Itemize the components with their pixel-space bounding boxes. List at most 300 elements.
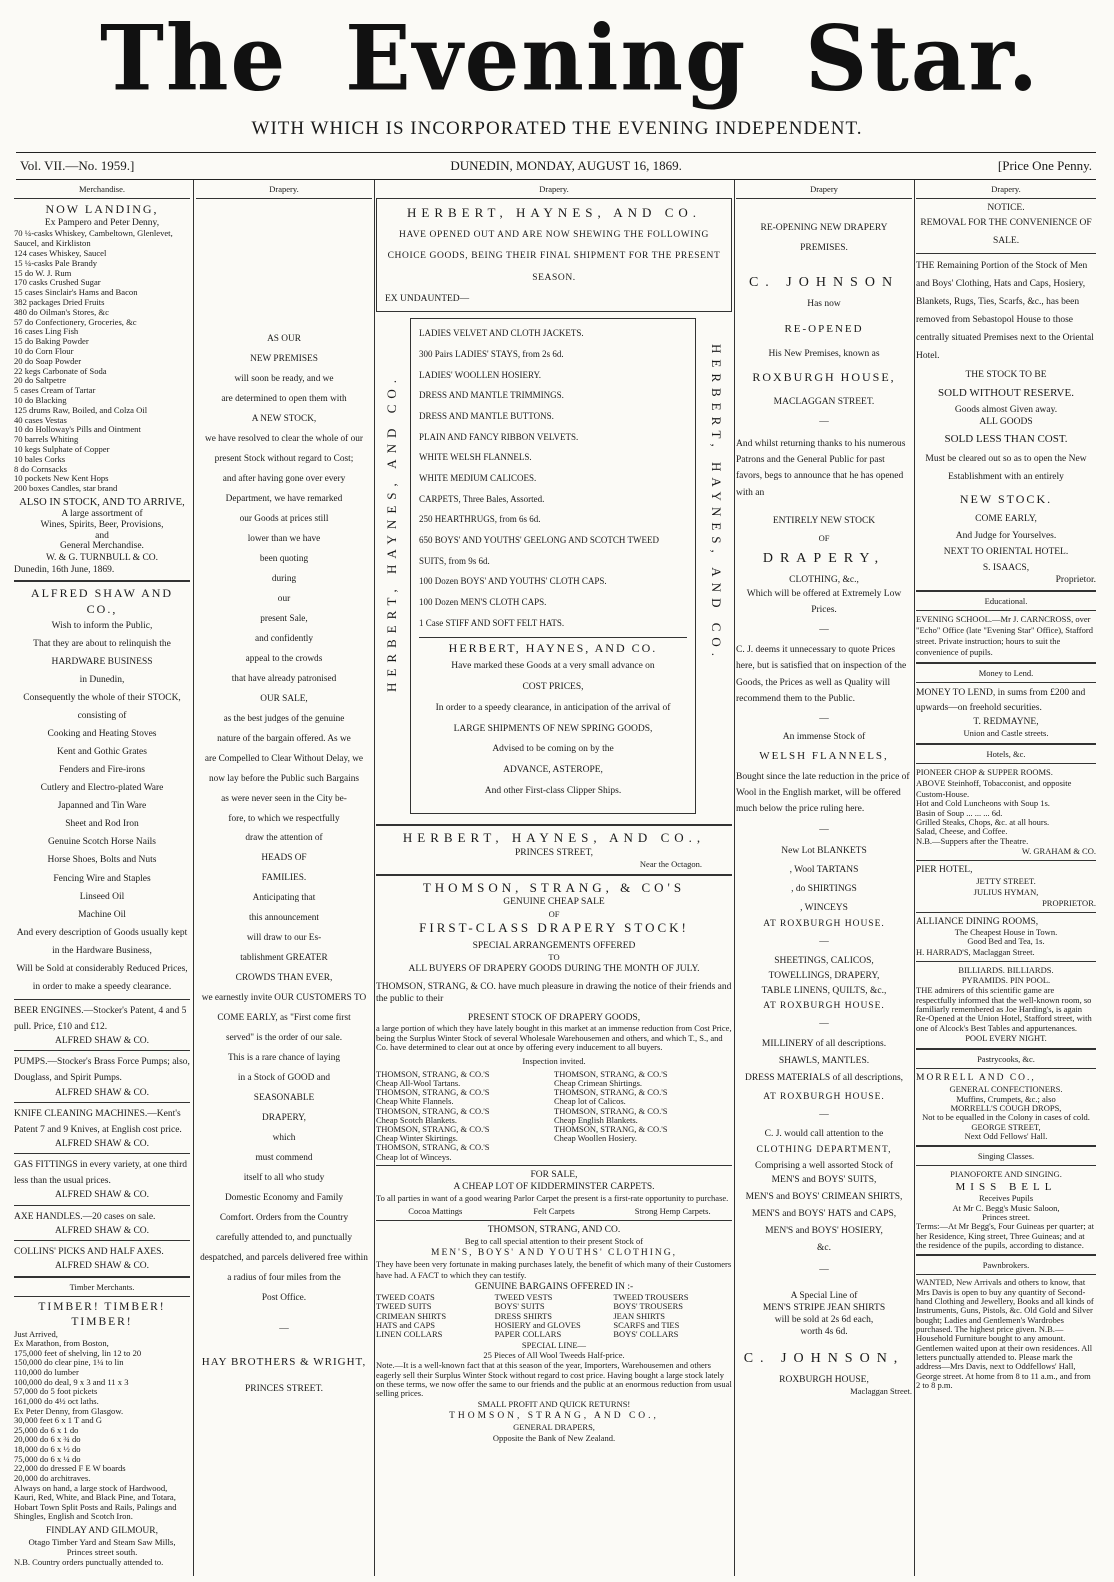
ad-title: WELSH FLANNELS, [759,750,889,763]
list-item: we have resolved to clear the whole of our [205,433,363,444]
ad-text: Inspection invited. [522,1056,586,1067]
ad-paragraph: EVENING SCHOOL.—Mr J. CARNCROSS, over "Echo" Office (late "Evening Star" Office), Stafford street. Private instruction; hours to suit the convenience of pupils. [916,614,1093,657]
list-item: Fencing Wire and Staples [53,873,151,884]
dateline [16,152,1096,180]
list-item: 10 kegs Sulphate of Copper [14,443,110,454]
ad-text: REMOVAL FOR THE CONVENIENCE OF SALE. [920,218,1092,247]
list-item: a radius of four miles from the [227,1273,341,1284]
list-item: in Dunedin, [79,675,125,686]
ad-subtitle: FIRST-CLASS DRAPERY STOCK! [419,919,689,935]
list-item: MEN'S and BOYS' SUITS, [771,1175,877,1186]
list-item: despatched, and parcels delivered free within [200,1253,368,1264]
list-item: Basin of Soup ... ... ... 6d. [916,807,1003,818]
list-item: present Stock without regard to Cost; [214,453,354,464]
list-item: , WINCEYS [800,902,848,913]
list-item: &c. [817,1243,831,1254]
list-item: CARPETS, Three Bales, Assorted. [419,493,545,504]
table-cell: HATS and CAPS [376,1319,436,1330]
list-item: Always on hand, a large stock of Hardwood, Kauri, Red, White, and Black Pine, and Totara, Hobart Town Split Posts and Rails, Palings and Shingles, English and Scotch Iron. [14,1482,177,1522]
ad-text: An immense Stock of [782,731,866,742]
column-misc [916,182,1096,1576]
ad-note: Note.—It is a well-known fact that at this season of the year, Importers, Warehousemen and others eagerly sell their Surplus Winter Stock without regard to cost price. Having bought a large stock lately on these terms, we now offer the same to our friends and the public at an enormous reduction from usual selling prices. [376,1360,732,1399]
list-item: that have already patronised [231,673,337,684]
list-item: Cooking and Heating Stoves [47,729,157,740]
section-heading: Drapery [810,184,838,194]
hh-inner [376,314,732,820]
list-item: COME EARLY, as "First come first [217,1013,351,1024]
list-item: Cheap Crimean Shirtings. [554,1078,643,1089]
landing-list [14,229,190,494]
ad-text: OF [818,532,830,543]
ad-text: BEER ENGINES.—Stocker's Patent, 4 and 5 pull. Price, £10 and £12. [14,1005,187,1032]
list-item: DRESS MATERIALS of all descriptions, [744,1073,904,1084]
list-item: And other First-class Clipper Ships. [484,786,622,797]
list-item: DRESS AND MANTLE TRIMMINGS. [419,390,564,401]
list-item: appeal to the crowds [245,653,323,664]
list-item: in a Stock of GOOD and [237,1073,331,1084]
ad-address: ROXBURGH HOUSE, [779,1375,869,1386]
mens-list [736,1172,912,1257]
advertiser: ALFRED SHAW & CO. [54,1036,150,1047]
list-item: Cheap Scotch Blankets. [376,1114,457,1125]
list-item: COST PRICES, [522,681,584,692]
ad-text: MEN'S STRIPE JEAN SHIRTS [762,1302,886,1313]
ad-text: NEXT TO ORIENTAL HOTEL. [943,546,1069,557]
table-row [376,1330,732,1339]
ad-text: PROPRIETOR. [1042,897,1096,908]
advertiser: W. & G. TURNBULL & CO. [45,552,159,563]
list-item: THOMSON, STRANG, & CO.'S [376,1142,490,1153]
ad-text: COME EARLY, [975,514,1037,525]
advertiser: C. JOHNSON, [743,1351,905,1367]
list-item: 100 Dozen MEN'S CLOTH CAPS. [419,597,547,608]
ad-text: PRESENT STOCK OF DRAPERY GOODS, [467,1012,641,1023]
list-item: SHEETINGS, CALICOS, [774,956,874,967]
ad-subtitle: GENUINE CHEAP SALE [503,897,605,908]
ad-title: ALFRED SHAW AND CO., [30,586,174,616]
list-item: 15 cases Sinclair's Hams and Bacon [14,287,138,298]
ad-title: MISS BELL [955,1181,1057,1194]
section-heading: Drapery. [991,184,1021,194]
hh-items-box [410,318,696,814]
list-item: and confidently [254,633,314,644]
list-item: 75,000 do 6 x ¼ do [14,1453,81,1464]
column-merchandise [14,182,190,1576]
table-cell: TWEED TROUSERS [613,1291,689,1302]
list-item: our Goods at prices still [239,513,329,524]
list-item: At Mr C. Begg's Music Saloon, [952,1202,1060,1213]
ad-paragraph: Terms:—At Mr Begg's, Four Guineas per quarter; at her Residence, King street, Three Guineas; and at the residence of the pupils, according to distance. [916,1221,1094,1251]
list-item: Have marked these Goods at a very small advance on [451,660,655,671]
list-item: Cheap All-Wool Tartans. [376,1078,461,1089]
list-item: , do SHIRTINGS [791,883,857,894]
morrell-list [916,1095,1096,1142]
list-item: Cheap lot of Winceys. [376,1151,452,1162]
table-cell: BOYS' TROUSERS [613,1301,683,1312]
ad-paragraph: Bought since the late reduction in the price of Wool in the English market, will be offered much below the price ruling here. [736,772,910,815]
table-cell: DRESS SHIRTS [494,1310,553,1321]
list-item: SEASONABLE [253,1093,315,1104]
list-item: 100,000 do deal, 9 x 3 and 11 x 3 [14,1376,129,1387]
column-rule [734,180,735,1576]
list-item: 5 cases Cream of Tartar [14,385,96,396]
ad-title: TIMBER! TIMBER! TIMBER! [38,1301,166,1328]
ad-address: MACLAGGAN STREET. [773,396,875,407]
ad-text: CLOTHING, &c., [789,574,859,585]
ad-intro: HAVE OPENED OUT AND ARE NOW SHEWING THE FOLLOWING CHOICE GOODS, BEING THEIR FINAL SHIPMENT FOR THE PRESENT SEASON. [387,229,721,284]
list-item: 70 ¼-casks Whiskey, Cambeltown, Glenlevet, Saucel, and Kirkliston [14,228,173,249]
list-item: 200 boxes Candles, star brand [14,483,118,494]
ad-title: NOTICE. [987,202,1025,213]
list-item: OUR SALE, [260,693,308,704]
ad-paragraph: To all parties in want of a good wearing Parlor Carpet the present is a first-rate opportunity to purchase. [376,1192,729,1203]
list-item: Linseed Oil [79,891,125,902]
list-item: 10 pockets New Kent Hops [14,473,109,484]
list-item: during [271,573,297,584]
ad-paragraph: They have been very fortunate in making purchases lately, the benefit of which many of their Customers have had. A FACT to which they can testify. [376,1258,732,1280]
ad-text: ALL BUYERS OF DRAPERY GOODS DURING THE MONTH OF JULY. [408,964,700,975]
list-item: FAMILIES. [261,873,307,884]
list-item: A large assortment of [61,509,143,520]
volume-number: Vol. VII.—No. 1959.] [20,158,135,173]
list-item: 175,000 feet of shelving, lin 12 to 20 [14,1347,142,1358]
sheetings-list [736,954,912,1000]
timber-list [14,1330,190,1523]
list-item: That they are about to relinquish the [33,638,171,649]
ad-text: 25 Pieces of All Wool Tweeds Half-price. [483,1350,625,1361]
advertiser: H. HARRAD'S, Maclaggan Street. [916,946,1035,957]
list-item: And every description of Goods usually kept in the Hardware Business, [16,927,188,956]
vertical-sign-right: HERBERT, HAYNES, AND CO. [709,344,724,663]
list-item: 18,000 do 6 x ½ do [14,1444,81,1455]
ts-bargain-grid [376,1293,732,1340]
ad-address-note: Near the Octagon. [639,858,702,869]
ad-address: PRINCES STREET. [245,1384,323,1395]
advertiser: W. GRAHAM & CO. [1021,846,1096,857]
ad-text: MEN'S, BOYS' AND YOUTHS' CLOTHING, [431,1247,677,1258]
column-drapery-johnson: Drapery RE-OPENING NEW DRAPERY PREMISES. C. JOHNSON Has now RE-OPENED His New Premises, known as ROXBURGH HOUSE, MACLAGGAN STREET. — And whilst returning thanks to his numerous Patrons and the General Public for past favors, begs to announce that he has opened with an ENTIRELY NEW STOCK OF DRAPERY, CLOTHING, &c., Which will be offered at Extremely Low Prices. — C. J. deems it unnecessary to quote Prices here, but is satisfied that on inspection of the Goods, the Prices as well as Quality will recommend them to the Public. — An immense Stock of WELSH FLANNELS, Bought since the late reduction in the price of Wool in the English market, will be offered much below the price ruling here. — New Lot BLANKETS , Wool TARTANS , do SHIRTINGS , WINCEYS AT ROXBURGH HOUSE. — SHEETINGS, CALICOS, TOWELLINGS, DRAPERY, TABLE LINENS, QUILTS, &c., AT ROXBURGH HOUSE. — MILLINERY of all descriptions. SHAWLS, MANTLES. DRESS MATERIALS of all descriptions, AT ROXBURGH HOUSE. — C. J. would call attention to the CLOTHING DEPARTMENT, Comprising a well assorted Stock of MEN'S and BOYS' SUITS, MEN'S and BOYS' CRIMEAN SHIRTS, MEN'S and BOYS' HATS and CAPS, MEN'S and BOYS' HOSIERY, &c. — A Special Line of MEN'S STRIPE JEAN SHIRTS will be sold at 2s 6d each, worth 4s 6d. C. JOHNSON, ROXBURGH HOUSE, Maclaggan Street. [736,184,912,1397]
list-item: Cheap English Blankets. [554,1114,638,1125]
ad-text: His New Premises, known as [768,349,880,360]
list-item: 20 do Soap Powder [14,355,82,366]
ad-title: HERBERT, HAYNES, AND CO., [402,830,706,846]
list-item: our [277,593,291,604]
title-word-1: The [100,4,288,112]
ad-text: worth 4s 6d. [800,1327,848,1338]
list-item: Princes street. [982,1212,1030,1222]
list-item: NEW PREMISES [250,353,318,364]
ad-text: Must be cleared out so as to open the New Establishment with an entirely [925,454,1087,483]
ad-address: Maclaggan Street. [850,1386,912,1397]
carpet-type: Strong Hemp Carpets. [634,1205,711,1216]
advertiser: JULIUS HYMAN, [973,887,1039,898]
ad-address: Union and Castle streets. [963,728,1049,739]
list-item: LADIES VELVET AND CLOTH JACKETS. [419,328,584,339]
list-item: , Wool TARTANS [789,864,859,875]
list-item: SHAWLS, MANTLES. [778,1056,870,1067]
list-item: 57 do Confectionery, Groceries, &c [14,316,137,327]
title-word-2: Evening [345,4,748,112]
ad-text: PREMISES. [800,243,848,254]
list-item: THOMSON, STRANG, & CO.'S [554,1087,668,1098]
list-item: Cheap Winter Skirtings. [376,1133,458,1144]
list-item: 16 cases Ling Fish [14,326,79,337]
list-item: 150,000 do clear pine, 1¼ to lin [14,1357,124,1368]
list-item: Wines, Spirits, Beer, Provisions, [40,519,164,530]
ad-address: Opposite the Bank of New Zealand. [492,1432,616,1443]
section-heading: Merchandise. [78,184,126,194]
list-item: 10 do Blacking [14,394,67,405]
list-item: 15 do Baking Powder [14,336,89,347]
ad-address: JETTY STREET. [976,876,1036,887]
ad-title: C. JOHNSON [748,275,900,291]
list-item: Otago Timber Yard and Steam Saw Mills, [28,1537,176,1548]
list-item: 110,000 do lumber [14,1367,79,1378]
ad-text: TO [548,952,560,963]
section-heading: Pastrycooks, &c. [977,1053,1035,1064]
ad-title: BILLIARDS. BILLIARDS. [958,964,1054,975]
millinery-list [736,1036,912,1087]
ad-text: AT ROXBURGH HOUSE. [763,918,885,929]
list-item: 170 casks Crushed Sugar [14,277,101,288]
list-item: this announcement [249,913,319,924]
ad-title: HERBERT, HAYNES, AND CO. [406,204,701,220]
ad-text: FOR SALE, [530,1169,578,1180]
ad-text: SMALL PROFIT AND QUICK RETURNS! [477,1398,631,1409]
ad-text: PUMPS.—Stocker's Brass Force Pumps; also, Douglass, and Spirit Pumps. [14,1057,190,1084]
list-item: Muffins, Crumpets, &c.; also [956,1093,1056,1104]
list-item: ADVANCE, ASTEROPE, [503,765,603,776]
ad-text: GENUINE BARGAINS OFFERED IN :- [474,1281,634,1292]
advertiser: HAY BROTHERS & WRIGHT, [201,1356,367,1369]
list-item: MILLINERY of all descriptions. [761,1038,887,1049]
ts-right-list [554,1070,732,1162]
list-item: This is a rare chance of laying [227,1053,341,1064]
advertiser: T. REDMAYNE, [973,716,1039,727]
ad-date: Dunedin, 16th June, 1869. [14,565,115,575]
list-item: Sheet and Rod Iron [65,819,139,830]
list-item: MEN'S and BOYS' HOSIERY, [765,1226,883,1237]
list-item: Good Bed and Tea, 1s. [967,936,1045,947]
ad-text: Comprising a well assorted Stock of [755,1160,893,1171]
ad-title: DRAPERY, [762,550,886,566]
ad-title: NEW STOCK. [959,492,1053,507]
list-item: General Merchandise. [60,541,144,552]
list-item: THOMSON, STRANG, & CO.'S [554,1105,668,1116]
ad-title: PIER HOTEL, [916,865,973,876]
list-item: THOMSON, STRANG, & CO.'S [376,1105,490,1116]
advertiser: ALFRED SHAW & CO. [54,1190,150,1201]
pioneer-list [916,799,1096,846]
ad-title: HERBERT, HAYNES, AND CO. [448,640,658,655]
ad-paragraph: THE admirers of this scientific game are respectfully informed that the well-known room, so familiarly remembered as Joe Harding's, is again Re-Opened at the Union Hotel, Stafford street, with one of Alcock's Best Tables and appurtenances. [916,985,1092,1033]
section-heading: Pawnbrokers. [982,1260,1030,1271]
list-item: Ex Marathon, from Boston, [14,1338,109,1349]
list-item: Anticipating that [252,893,316,904]
ad-paragraph: WANTED, New Arrivals and others to know, that Mrs Davis is open to buy any quantity of Second-hand Clothing and Jewellery, Books and all kinds of Instruments, Guns, Pistols, &c. Old Gold and Silver bought; Ladies and Gentlemen's Wardrobes purchased. The highest price given. N.B.—Household Furniture bought to any amount. Gentlemen waited upon at their own residences. All letters punctually attended to. Please mark the address—Mrs Davis, next to Oddfellows' Hall, George street. At home from 8 to 11 a.m., and from 2 to 8 p.m. [916,1277,1094,1391]
ad-text: C. J. would call attention to the [764,1128,884,1139]
masthead-subtitle: WITH WHICH IS INCORPORATED THE EVENING INDEPENDENT. [251,118,863,139]
table-cell: SCARFS and TIES [613,1319,680,1330]
list-item: PLAIN AND FANCY RIBBON VELVETS. [419,431,579,442]
list-item: Cheap Woollen Hosiery. [554,1133,637,1144]
list-item: 124 cases Whiskey, Saucel [14,247,107,258]
findlay-address [14,1537,190,1557]
ad-text: ALL GOODS [979,416,1033,427]
list-item: carefully attended to, and punctually [215,1233,353,1244]
list-item: TABLE LINENS, QUILTS, &c., [761,986,887,997]
hh-lines [419,656,687,802]
column-rule [193,180,194,1576]
list-item: are Compelled to Clear Without Delay, we [204,753,364,764]
list-item: In order to a speedy clearance, in anticipation of the arrival of [435,702,671,713]
list-item: and after having gone over every [222,473,346,484]
ad-text: SPECIAL ARRANGEMENTS OFFERED [472,941,636,952]
ad-text: Beg to call special attention to their present Stock of [464,1235,644,1246]
list-item: which [272,1133,296,1144]
column-rule [374,180,375,1576]
ad-title: THOMSON, STRANG, & CO'S [422,879,686,895]
list-item: DRAPERY, [261,1113,306,1124]
list-item: Not to be equalled in the Colony in cases of cold. [922,1112,1090,1123]
hay-brothers-ad [196,330,372,1309]
table-cell: JEAN SHIRTS [613,1310,666,1321]
ad-text: GAS FITTINGS in every variety, at one third less than the usual prices. [14,1160,187,1187]
list-item: 650 BOYS' AND YOUTHS' GEELONG AND SCOTCH TWEED SUITS, from 9s 6d. [419,535,659,566]
ts-left-list [376,1070,554,1162]
list-item: now lay before the Public such Bargains [208,773,360,784]
ad-text: Goods almost Given away. [954,404,1058,415]
ad-text: Has now [807,299,841,310]
list-item: consisting of [77,711,127,722]
list-item: 20,000 do 6 x ¾ do [14,1434,81,1445]
list-item: tablishment GREATER [240,953,328,964]
list-item: Receives Pupils [978,1193,1034,1204]
list-item: 250 HEARTHRUGS, from 6s 6d. [419,514,541,525]
list-item: Cutlery and Electro-plated Ware [40,783,164,794]
hh-items [419,323,687,633]
list-item: 40 cases Vestas [14,414,67,425]
alliance-list [916,928,1096,947]
list-item: 382 packages Dried Fruits [14,296,105,307]
ad-text: POOL EVERY NIGHT. [965,1032,1047,1043]
advertiser: ALFRED SHAW & CO. [54,1261,150,1272]
advertiser: S. ISAACS, [982,562,1030,573]
ad-text: And Judge for Yourselves. [955,530,1057,541]
newspaper-title [100,4,1040,112]
table-cell: BOYS' SUITS [494,1301,545,1312]
ad-title: PYRAMIDS. PIN POOL. [961,975,1051,986]
ad-text: A Special Line of [790,1290,858,1301]
ad-title: THOMSON, STRANG, AND CO. [487,1224,621,1235]
list-item: Kent and Gothic Grates [57,747,147,758]
list-item: N.B.—Suppers after the Theatre. [916,835,1029,846]
list-item: present Sale, [260,613,308,624]
ad-title: PIANOFORTE AND SINGING. [950,1169,1062,1180]
column-rule [914,180,915,1576]
list-item: 1 Case STIFF AND SOFT FELT HATS. [419,617,565,628]
list-item: Fenders and Fire-irons [58,765,145,776]
list-item: MORRELL'S COUGH DROPS, [950,1103,1062,1114]
masthead [0,0,1114,150]
column-drapery-hay: Drapery. AS OUR NEW PREMISES will soon be ready, and we are determined to open them with A NEW STOCK, we have resolved to clear the whole of our present Stock without regard to Cost; and after having gone over every Department, we have remarked our Goods at prices still lower than we have been quoting during our present Sale, and confidently appeal to the crowds that have already patronised OUR SALE, as the best judges of the genuine nature of the bargain offered. As we are Compelled to Clear Without Delay, we now lay before the Public such Bargains as were never seen in the City be- fore, to which we respectfully draw the attention of HEADS OF FAMILIES. Anticipating that this announcement will draw to our Es- tablishment GREATER CROWDS THAN EVER, we earnestly invite OUR CUSTOMERS TO COME EARLY, as "First come first served" is the order of our sale. This is a rare chance of laying in a Stock of GOOD and SEASONABLE DRAPERY, which must commend itself to all who study Domestic Economy and Family Comfort. Orders from the Country carefully attended to, and punctually despatched, and parcels delivered free within a radius of four miles from the Post Office. — HAY BROTHERS & WRIGHT, PRINCES STREET. [196,182,372,1576]
section-heading: Drapery. [269,184,299,194]
list-item: Horse Shoes, Bolts and Nuts [47,855,157,866]
list-item: Genuine Scotch Horse Nails [48,837,156,848]
list-item: MEN'S and BOYS' HATS and CAPS, [751,1209,897,1220]
advertiser: FINDLAY AND GILMOUR, [46,1526,158,1537]
ad-text: SPECIAL LINE— [521,1339,587,1350]
table-cell: BOYS' COLLARS [613,1329,679,1340]
ad-note: N.B. Country orders punctually attended to. [14,1557,164,1568]
list-item: Japanned and Tin Ware [57,801,147,812]
list-item: A NEW STOCK, [251,413,317,424]
list-item: Ex Peter Denny, from Glasgow. [14,1405,124,1416]
list-item: 15 ¼-casks Pale Brandy [14,257,98,268]
list-item: The Cheapest House in Town. [954,926,1058,937]
list-item: 57,000 do 5 foot pickets [14,1386,98,1397]
ad-subtitle: Ex Pampero and Peter Denny, [44,218,160,229]
list-item: we earnestly invite OUR CUSTOMERS TO [201,993,367,1004]
list-item: LADIES' WOOLLEN HOSIERY. [419,369,542,380]
ad-text: GENERAL DRAPERS, [513,1421,595,1432]
section-heading: Money to Lend. [978,667,1034,678]
list-item: Wish to inform the Public, [51,620,153,631]
carpet-type: Felt Carpets [533,1205,575,1216]
list-item: MEN'S and BOYS' CRIMEAN SHIRTS, [745,1192,903,1203]
list-item: 100 Dozen BOYS' AND YOUTHS' CLOTH CAPS. [419,576,607,587]
title-word-3: Star. [805,4,1040,112]
newlot-list [736,842,912,918]
list-item: TOWELLINGS, DRAPERY, [768,971,880,982]
ad-paragraph: a large portion of which they have lately bought in this market at an immense reduction from Cost Price, being the Surplus Winter Stock of several Wholesale Warehousemen and others, and which T., S., and Co. have determined to clear out at once by offering every inducement to all buyers. [376,1022,732,1053]
list-item: 15 do W. J. Rum [14,267,72,278]
section-heading: Hotels, &c. [986,748,1026,759]
ad-text: will be sold at 2s 6d each, [774,1314,874,1325]
table-cell: PAPER COLLARS [494,1329,562,1340]
vertical-sign-left: HERBERT, HAYNES, AND CO. [384,374,399,693]
ad-text: KNIFE CLEANING MACHINES.—Kent's Patent 7 and 9 Knives, at English cost price. [14,1108,182,1135]
list-item: 10 do Holloway's Pills and Ointment [14,424,141,435]
place-date: DUNEDIN, MONDAY, AUGUST 16, 1869. [450,158,682,173]
bell-list [916,1194,1096,1222]
table-cell: LINEN COLLARS [376,1329,443,1340]
list-item: Next Odd Fellows' Hall. [964,1131,1048,1142]
list-item: Domestic Economy and Family [225,1193,343,1204]
list-item: Cheap White Flannels. [376,1096,454,1107]
ad-title: SOLD LESS THAN COST. [944,432,1068,445]
ad-address: PRINCES STREET, [515,847,593,858]
ad-text: Proprietor. [1055,575,1096,586]
list-item: THOMSON, STRANG, & CO.'S [376,1087,490,1098]
list-item: are determined to open them with [221,393,347,404]
list-item: Post Office. [261,1293,307,1304]
ad-title: ALLIANCE DINING ROOMS, [916,916,1039,927]
list-item: 22,000 do dressed F E W boards [14,1463,126,1474]
list-item: HEADS OF [261,853,307,864]
ad-text: ENTIRELY NEW STOCK [772,515,876,526]
list-item: Advised to be coming on by the [492,744,614,755]
list-item: Consequently the whole of their STOCK, [23,693,181,704]
shaw-list [14,617,190,996]
list-item: served" is the order of our sale. [225,1033,343,1044]
list-item: 30,000 feet 6 x 1 T and G [14,1415,102,1426]
table-cell: TWEED COATS [376,1291,435,1302]
list-item: AS OUR [267,333,301,344]
list-item: 125 drums Raw, Boiled, and Colza Oil [14,404,148,415]
list-item: WHITE MEDIUM CALICOES. [419,473,537,483]
list-item: Grilled Steaks, Chops, &c. at all hours. [916,817,1050,828]
